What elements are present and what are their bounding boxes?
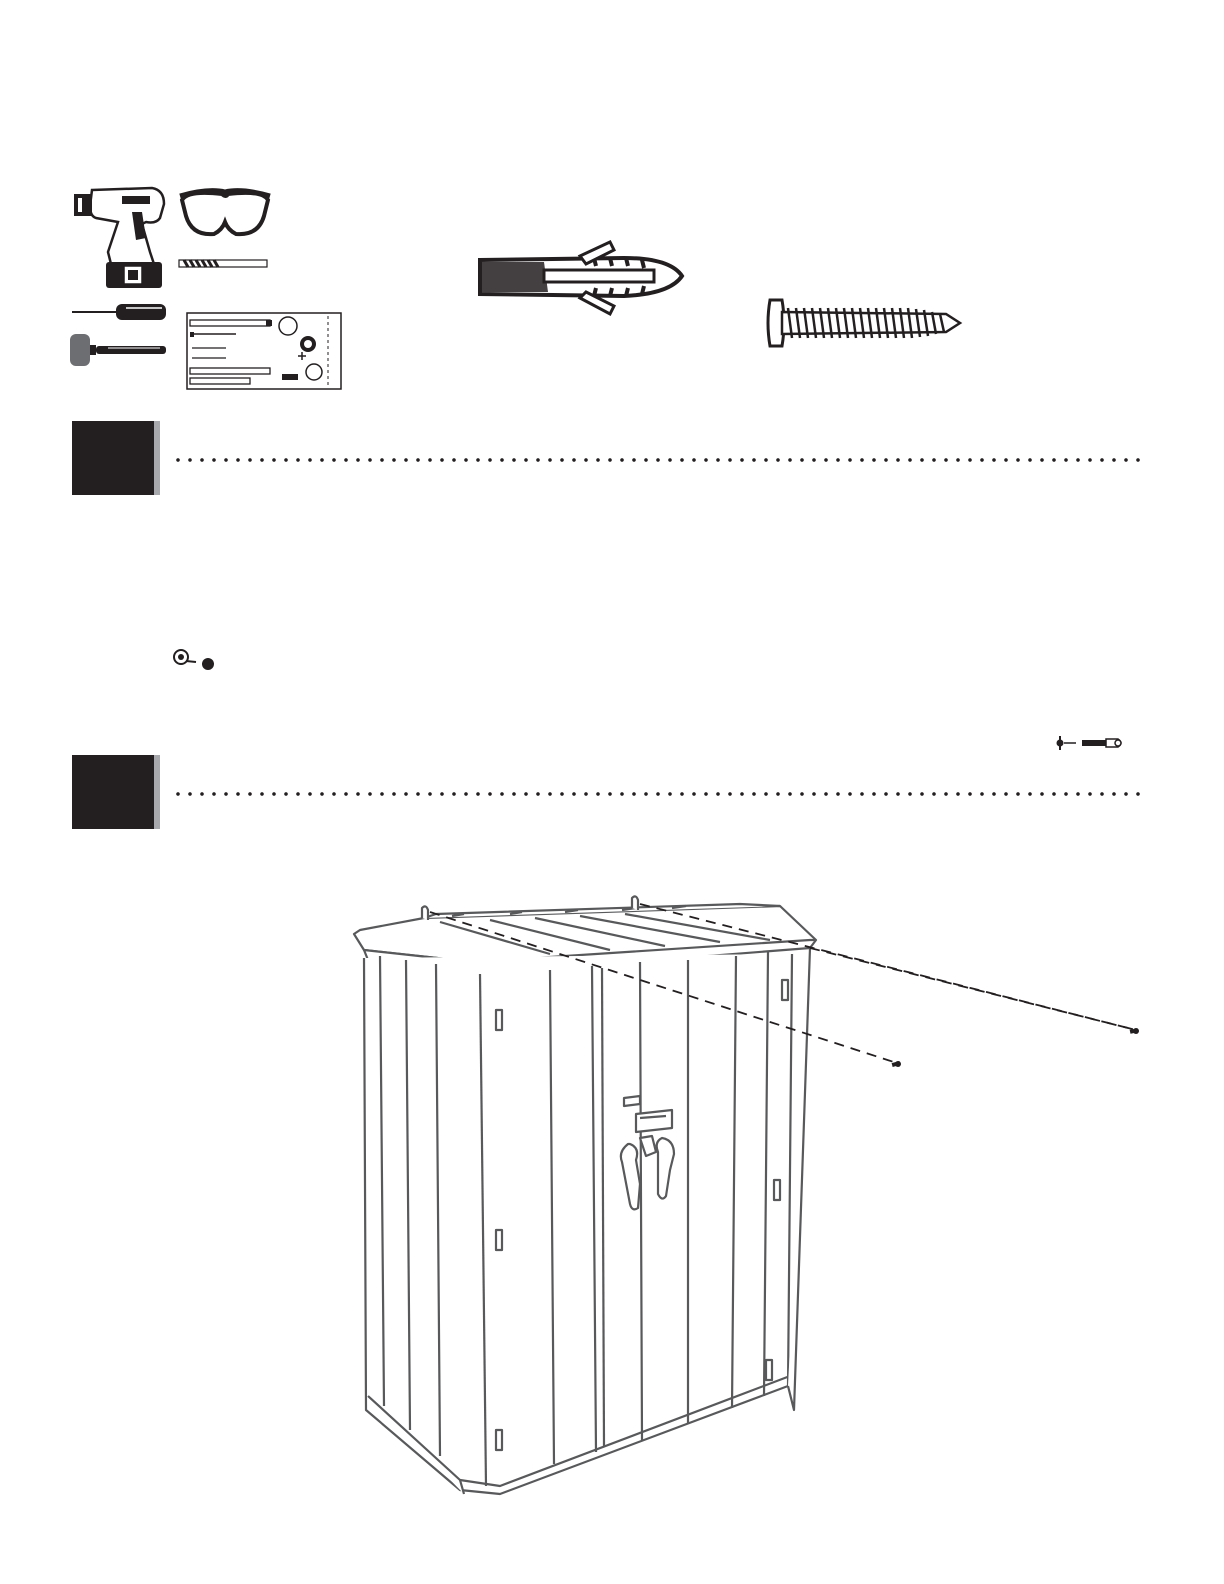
- drill-icon: [72, 182, 172, 292]
- screw-anchor-icon: [1056, 734, 1128, 752]
- parts-card-icon: [186, 312, 342, 390]
- step-1-badge: [72, 421, 160, 495]
- wall-anchor-icon: [474, 236, 688, 320]
- screwdriver-icon: [70, 300, 170, 324]
- storage-shed-icon: [340, 890, 1150, 1510]
- small-hardware-icon: [172, 648, 218, 672]
- pan-head-screw-icon: [764, 292, 964, 354]
- safety-glasses-icon: [178, 186, 272, 242]
- step-1-divider: [172, 458, 1146, 462]
- step-2-badge: [72, 755, 160, 829]
- tools-group: [68, 180, 348, 395]
- step-2-divider: [172, 792, 1146, 796]
- drill-bit-icon: [178, 258, 270, 270]
- mallet-icon: [68, 330, 168, 370]
